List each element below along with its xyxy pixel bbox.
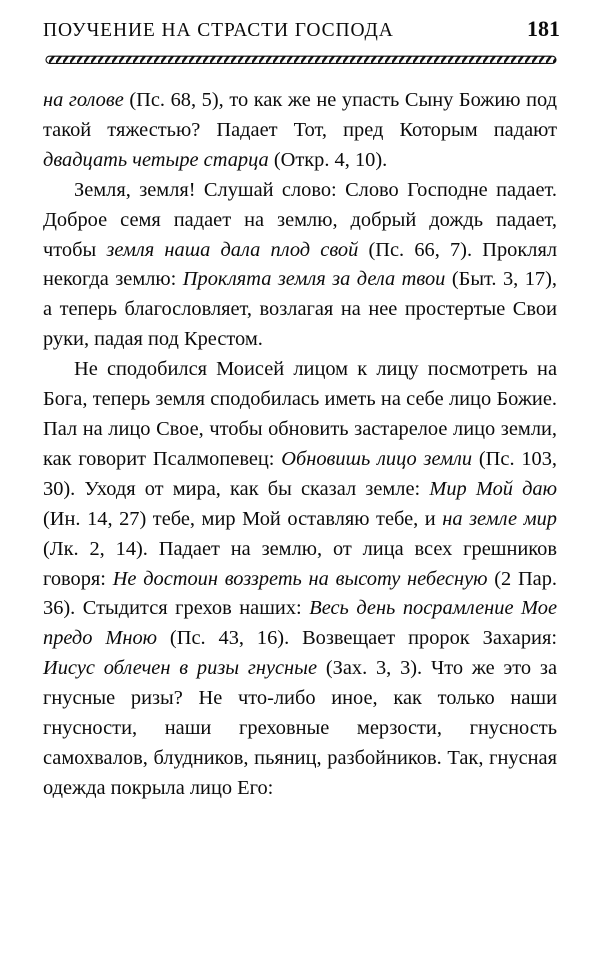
text-run: (Зах. 3, 3). Что же это за гнусные ризы? Не что-либо иное, как только наши гнусности, наши греховные мерзости, гнусность самохвалов, блудников, пьяниц, разбойников. Так, гнусная одежда покрыла лицо Его: [43, 657, 557, 799]
text-run: (Пс. 43, 16). Возвещает пророк Захария: [157, 627, 557, 650]
text-run: (Откр. 4, 10). [268, 148, 388, 171]
scripture-quote: на земле мир [442, 507, 557, 530]
scripture-quote: на голове [43, 89, 124, 111]
paragraph [43, 176, 557, 355]
running-head [43, 16, 560, 46]
scripture-quote: двадцать четыре старца [43, 148, 269, 171]
scripture-quote: Весь день посрамление Мое предо Мною [43, 597, 557, 650]
scripture-quote: Обновишь лицо земли [281, 447, 473, 470]
scripture-quote: земля наша дала плод свой [106, 238, 359, 261]
page-number: 181 [527, 16, 560, 41]
text-run: Земля, земля! Слушай слово: Слово Господне падает. Доброе семя падает на землю, добрый дождь падает, чтобы [43, 178, 557, 261]
text-run: (Быт. 3, 17), а теперь благословляет, возлагая на нее простертые Свои руки, падая под Крестом. [43, 268, 557, 351]
scripture-quote: Не достоин воззреть на высоту небесную [112, 567, 488, 590]
scripture-quote: Мир Мой даю [429, 477, 557, 500]
body-text-column [43, 86, 557, 804]
text-run: (Пс. 103, 30). Уходя от мира, как бы сказал земле: [43, 447, 558, 500]
text-run: (2 Пар. 36). Стыдится грехов наших: [43, 567, 558, 620]
rope-divider-icon [42, 55, 560, 65]
text-run: Не сподобился Моисей лицом к лицу посмотреть на Бога, теперь земля сподобилась иметь на себе лицо Божие. Пал на лицо Свое, чтобы обновить застарелое лицо земли, как говорит Псалмопевец: [43, 358, 557, 470]
scripture-quote: Проклята земля за дела твои [182, 268, 446, 291]
scripture-quote: Иисус облечен в ризы гнусные [43, 657, 318, 680]
text-run: (Ин. 14, 27) тебе, мир Мой оставляю тебе, и [43, 507, 443, 530]
text-run: (Лк. 2, 14). Падает на землю, от лица всех грешников говоря: [43, 537, 557, 590]
paragraph [43, 86, 557, 176]
paragraph [43, 355, 557, 804]
running-head-title: ПОУЧЕНИЕ НА СТРАСТИ ГОСПОДА [43, 20, 394, 41]
text-run: (Пс. 68, 5), то как же не упасть Сыну Божию под такой тяжестью? Падает Тот, пред Которым падают [43, 89, 557, 141]
text-run: (Пс. 66, 7). Проклял некогда землю: [43, 238, 557, 291]
